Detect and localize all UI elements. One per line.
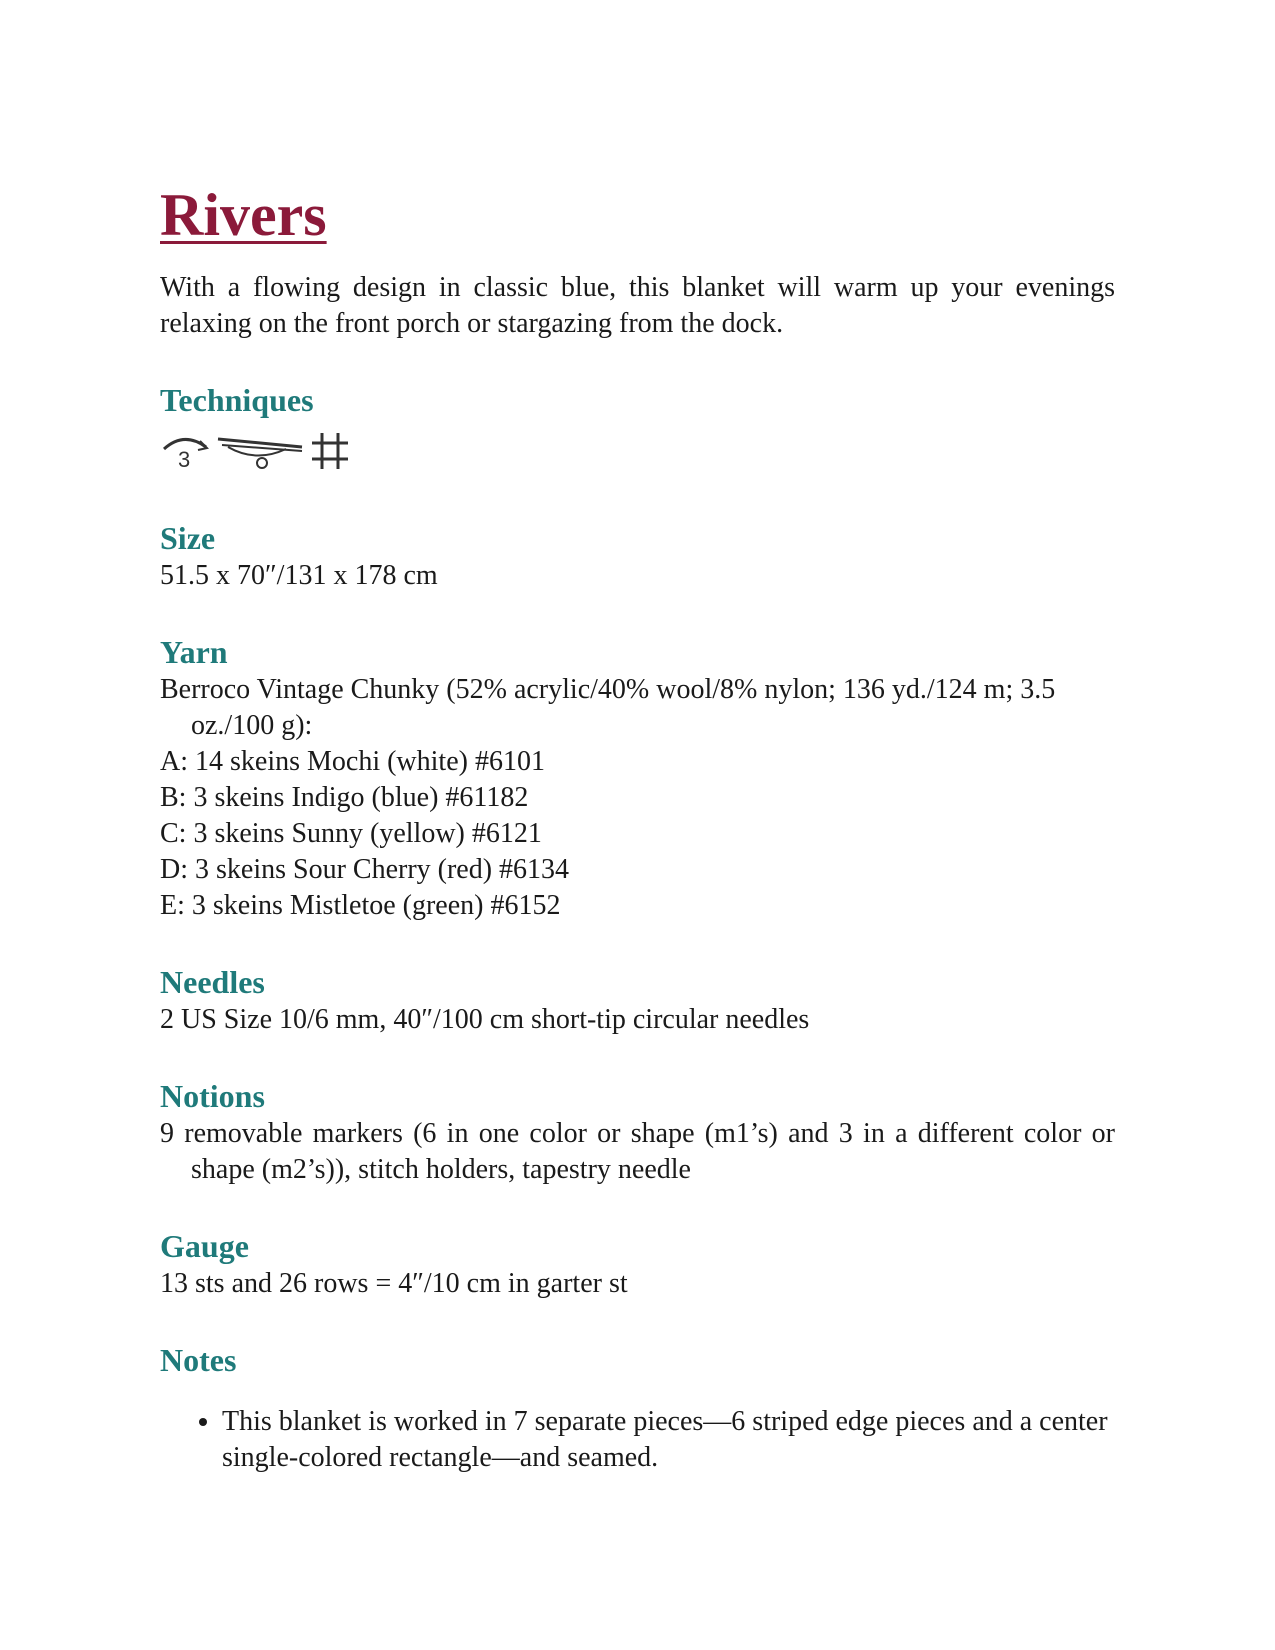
yarn-color-e: E: 3 skeins Mistletoe (green) #6152	[160, 890, 561, 921]
gauge-value: 13 sts and 26 rows = 4″/10 cm in garter st	[160, 1268, 628, 1299]
notes-section	[160, 1340, 1115, 1476]
needles-value: 2 US Size 10/6 mm, 40″/100 cm short-tip circular needles	[160, 1004, 810, 1035]
gauge-heading: Gauge	[160, 1228, 249, 1264]
needles-section	[160, 962, 1115, 1038]
notions-value: 9 removable markers (6 in one color or shape (m1’s) and 3 in a different color or shape (m2’s)), stitch holders, tapestry needle	[160, 1118, 1115, 1185]
needles-heading: Needles	[160, 964, 265, 1000]
notes-heading: Notes	[160, 1342, 237, 1378]
gauge-section	[160, 1226, 1115, 1302]
size-heading: Size	[160, 520, 216, 556]
page-title: Rivers	[160, 182, 327, 248]
techniques-icons	[160, 426, 1115, 476]
techniques-section	[160, 380, 1115, 476]
circular-needle-icon	[216, 429, 304, 473]
three-needle-bind-off-icon	[160, 429, 212, 473]
list-item: • This blanket is worked in 7 separate pieces—6 striped edge pieces and a center single-colored rectangle—and seamed.	[222, 1404, 1115, 1476]
notes-list	[160, 1404, 1115, 1476]
techniques-heading: Techniques	[160, 382, 314, 418]
intro-paragraph: With a flowing design in classic blue, this blanket will warm up your evenings relaxing on the front porch or stargazing from the dock.	[160, 272, 1115, 339]
notions-section	[160, 1076, 1115, 1188]
size-value: 51.5 x 70″/131 x 178 cm	[160, 560, 438, 591]
yarn-color-d: D: 3 skeins Sour Cherry (red) #6134	[160, 854, 570, 885]
grid-chart-icon	[308, 429, 352, 473]
yarn-section	[160, 632, 1115, 924]
yarn-color-b: B: 3 skeins Indigo (blue) #61182	[160, 782, 529, 813]
yarn-color-c: C: 3 skeins Sunny (yellow) #6121	[160, 818, 542, 849]
notions-heading: Notions	[160, 1078, 265, 1114]
bind-off-number: 3	[178, 447, 191, 472]
size-section	[160, 518, 1115, 594]
yarn-color-a: A: 14 skeins Mochi (white) #6101	[160, 746, 545, 777]
yarn-heading: Yarn	[160, 634, 228, 670]
yarn-description: Berroco Vintage Chunky (52% acrylic/40% wool/8% nylon; 136 yd./124 m; 3.5 oz./100 g):	[160, 674, 1056, 741]
pattern-page	[160, 180, 1115, 1476]
